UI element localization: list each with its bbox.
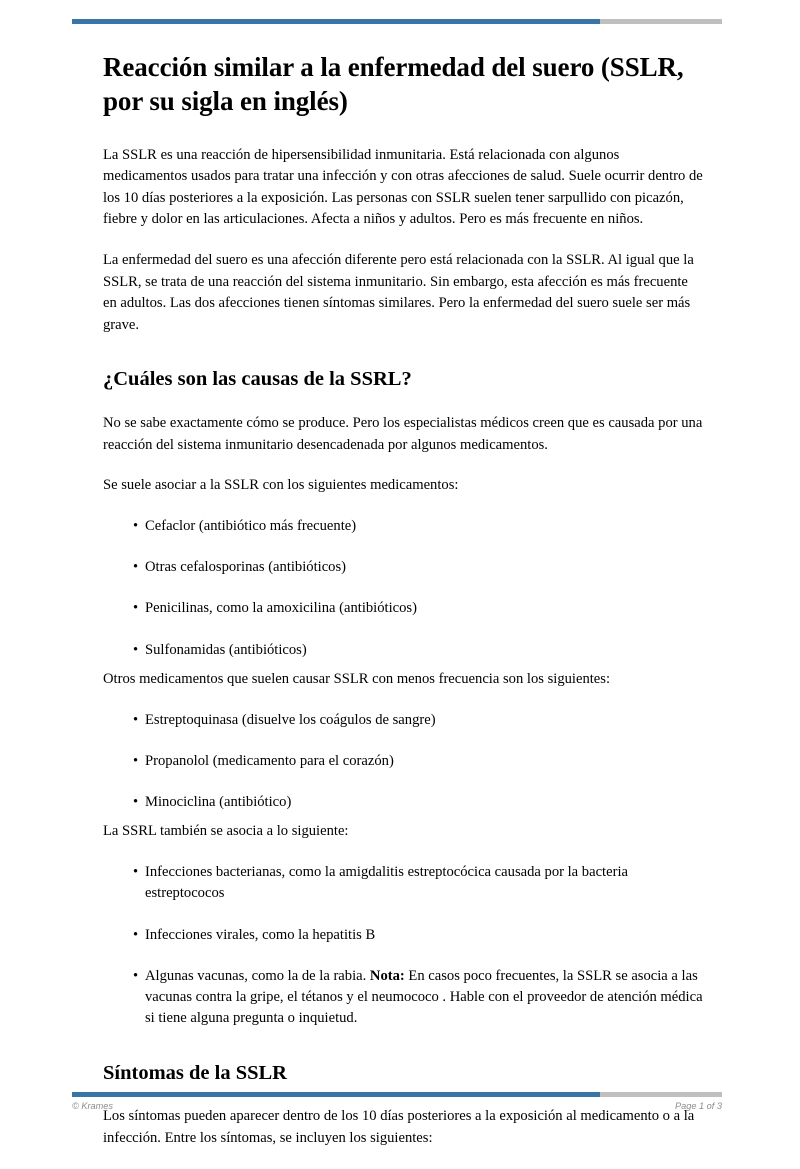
list-item: [103, 516, 703, 537]
note-text-before: Algunas vacunas, como la de la rabia.: [145, 967, 370, 984]
bullet-icon: •: [133, 711, 139, 728]
bullet-icon: •: [133, 794, 139, 811]
footer-rule: [72, 1092, 722, 1097]
associated-conditions-list: [103, 862, 703, 1030]
medication-list-primary: [103, 516, 703, 661]
list-item-label: Cefaclor (antibiótico más frecuente): [145, 517, 357, 534]
page-title: Reacción similar a la enfermedad del suero (SSLR, por su sigla en inglés): [103, 52, 684, 117]
bullet-icon: •: [133, 752, 139, 769]
list-item-label: Propanolol (medicamento para el corazón): [145, 752, 394, 769]
list-item: [103, 792, 703, 813]
bullet-icon: •: [133, 559, 139, 576]
note-text-after: En casos poco frecuentes, la SSLR se asocia a las vacunas contra la gripe, el tétanos y el neumococo . Hable con el proveedor de atención médica si tiene alguna pregunta o inquietud.: [145, 967, 703, 1027]
header-rule: [72, 19, 722, 24]
bullet-icon: •: [133, 926, 139, 943]
bullet-icon: •: [133, 600, 139, 617]
list-item-label: Minociclina (antibiótico): [145, 794, 292, 811]
note-label: Nota:: [369, 967, 405, 984]
document-content: [103, 50, 703, 1169]
header-rule-blue-segment: [72, 19, 600, 24]
footer-rule-blue-segment: [72, 1092, 600, 1097]
section-heading-causas: ¿Cuáles son las causas de la SSRL?: [103, 368, 412, 391]
bullet-icon: •: [133, 864, 139, 880]
list-item: [103, 925, 703, 946]
list-item-label: Infecciones bacterianas, como la amigdalitis estreptocócica causada por la bacteria estreptococos: [145, 864, 628, 902]
list-item-with-note: [103, 966, 703, 1030]
list-item-label: Infecciones virales, como la hepatitis B: [145, 926, 376, 943]
bullet-icon: •: [133, 641, 139, 658]
causas-lead-in-1: Se suele asociar a la SSLR con los siguientes medicamentos:: [103, 477, 459, 494]
list-item: [103, 751, 703, 772]
list-item: [103, 710, 703, 731]
causas-lead-in-2: Otros medicamentos que suelen causar SSLR con menos frecuencia son los siguientes:: [103, 670, 611, 687]
header-rule-gray-segment: [600, 19, 722, 24]
bullet-icon: •: [133, 967, 139, 984]
list-item-label: Sulfonamidas (antibióticos): [145, 641, 307, 658]
causas-lead-in-3: La SSRL también se asocia a lo siguiente:: [103, 823, 349, 840]
sintomas-paragraph-1: Los síntomas pueden aparecer dentro de los 10 días posteriores a la exposición al medicamento o a la infección. Entre los síntomas, se incluyen los siguientes:: [103, 1108, 695, 1147]
list-item-label: [145, 968, 703, 1027]
footer-copyright: © Krames: [72, 1101, 113, 1111]
list-item: [103, 862, 703, 905]
bullet-icon: •: [133, 517, 139, 534]
list-item-label: Otras cefalosporinas (antibióticos): [145, 559, 347, 576]
list-item: [103, 640, 703, 661]
medication-list-secondary: [103, 710, 703, 814]
footer-page-number: Page 1 of 3: [675, 1101, 722, 1111]
list-item: [103, 557, 703, 578]
intro-paragraph-2: La enfermedad del suero es una afección diferente pero está relacionada con la SSLR. Al igual que la SSLR, se trata de una reacción del sistema inmunitario. Sin embargo, esta afección es más frecuente en adultos. Las dos afecciones tienen síntomas similares. Pero la enfermedad del suero suele ser más grave.: [103, 251, 694, 333]
footer-rule-gray-segment: [600, 1092, 722, 1097]
section-heading-sintomas: Síntomas de la SSLR: [103, 1061, 287, 1084]
causas-paragraph-1: No se sabe exactamente cómo se produce. Pero los especialistas médicos creen que es causada por una reacción del sistema inmunitario desencadenada por algunos medicamentos.: [103, 414, 703, 453]
intro-paragraph-1: La SSLR es una reacción de hipersensibilidad inmunitaria. Está relacionada con algunos medicamentos usados para tratar una infección y con otras afecciones de salud. Suele ocurrir dentro de los 10 días posteriores a la exposición. Las personas con SSLR suelen tener sarpullido con picazón, fiebre y dolor en las articulaciones. Afecta a niños y adultos. Pero es más frecuente en niños.: [103, 146, 703, 228]
list-item-label: Penicilinas, como la amoxicilina (antibióticos): [145, 600, 417, 617]
list-item-label: Estreptoquinasa (disuelve los coágulos de sangre): [145, 711, 436, 728]
list-item: [103, 598, 703, 619]
